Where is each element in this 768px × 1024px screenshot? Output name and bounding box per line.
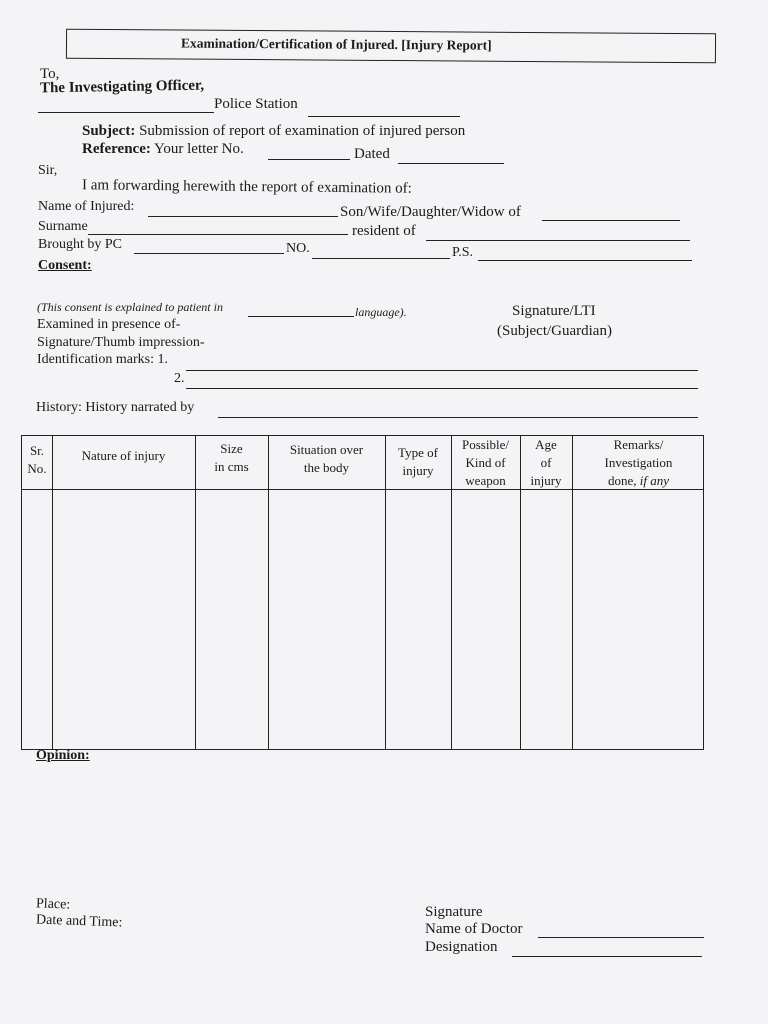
reference-label: Reference:: [82, 141, 151, 157]
resident-of-line[interactable]: [426, 240, 690, 241]
thumb-impression-label: Signature/Thumb impression-: [37, 335, 205, 350]
letter-no-line[interactable]: [268, 159, 350, 160]
consent-explained-suffix: language).: [355, 305, 407, 319]
ps-label: P.S.: [452, 245, 474, 260]
to-label: To,: [40, 66, 60, 82]
dated-label: Dated: [354, 146, 390, 162]
recipient-label: The Investigating Officer,: [39, 77, 205, 97]
police-station-name-line[interactable]: [38, 112, 214, 113]
subject-text: Submission of report of examination of injured person: [139, 123, 466, 139]
dated-line[interactable]: [398, 163, 504, 164]
resident-of-label: resident of: [352, 223, 416, 239]
ps-line[interactable]: [478, 260, 692, 261]
injury-table: [21, 435, 704, 750]
reference-row: [82, 141, 244, 158]
subject-row: [82, 123, 465, 140]
designation-line[interactable]: [512, 956, 702, 957]
title-box: [66, 29, 716, 64]
consent-heading: Consent:: [38, 258, 92, 273]
header-situation: Situation over the body: [289, 442, 364, 475]
date-time-label: Date and Time:: [35, 912, 123, 931]
place-label: Place:: [35, 896, 71, 913]
opinion-heading: Opinion:: [36, 748, 90, 763]
header-remarks-text: Remarks/ Investigation done,: [604, 437, 673, 488]
salutation: Sir,: [38, 163, 58, 178]
name-of-injured-line[interactable]: [148, 216, 338, 217]
consent-explained-prefix: (This consent is explained to patient in: [37, 300, 223, 314]
police-station-label: Police Station: [214, 96, 298, 112]
opinion-area[interactable]: [36, 772, 696, 882]
surname-label: Surname: [38, 219, 88, 234]
brought-by-label: Brought by PC: [38, 237, 123, 252]
header-type-of-injury: Type of injury: [398, 445, 438, 478]
identification-mark-2-line[interactable]: [186, 388, 698, 389]
surname-line[interactable]: [88, 234, 348, 235]
police-station-line[interactable]: [308, 116, 460, 117]
identification-mark-2-label: 2.: [174, 371, 185, 386]
no-label: NO.: [286, 241, 310, 256]
header-remarks-suffix: if any: [639, 473, 670, 488]
header-nature-of-injury: Nature of injury: [81, 448, 166, 463]
subject-guardian-label: (Subject/Guardian): [497, 323, 612, 339]
history-label: History: History narrated by: [36, 400, 195, 415]
designation-label: Designation: [425, 939, 498, 955]
name-of-doctor-line[interactable]: [538, 937, 704, 938]
name-of-injured-label: Name of Injured:: [38, 199, 135, 214]
consent-language-line[interactable]: [248, 316, 354, 317]
signature-label: Signature: [425, 904, 483, 920]
no-line[interactable]: [312, 258, 450, 259]
intro-text: I am forwarding herewith the report of examination of:: [81, 177, 412, 197]
header-age-of-injury: Age of injury: [530, 437, 562, 488]
examined-presence-label: Examined in presence of-: [37, 317, 181, 332]
header-remarks: [572, 436, 705, 490]
header-size: Size in cms: [214, 441, 249, 474]
reference-text: Your letter No.: [154, 141, 244, 157]
identification-marks-label: Identification marks: 1.: [37, 352, 169, 367]
relation-line[interactable]: [542, 220, 680, 221]
signature-lti-label: Signature/LTI: [512, 303, 596, 319]
header-weapon: Possible/ Kind of weapon: [462, 437, 509, 488]
history-line[interactable]: [218, 417, 698, 418]
relation-label: Son/Wife/Daughter/Widow of: [340, 204, 521, 220]
subject-label: Subject:: [82, 123, 136, 139]
form-title: Examination/Certification of Injured. [Injury Report]: [180, 35, 492, 53]
header-sr-no: Sr. No.: [27, 443, 47, 476]
brought-by-line[interactable]: [134, 253, 284, 254]
table-body[interactable]: [22, 490, 703, 749]
identification-mark-1-line[interactable]: [186, 370, 698, 371]
name-of-doctor-label: Name of Doctor: [425, 921, 523, 937]
